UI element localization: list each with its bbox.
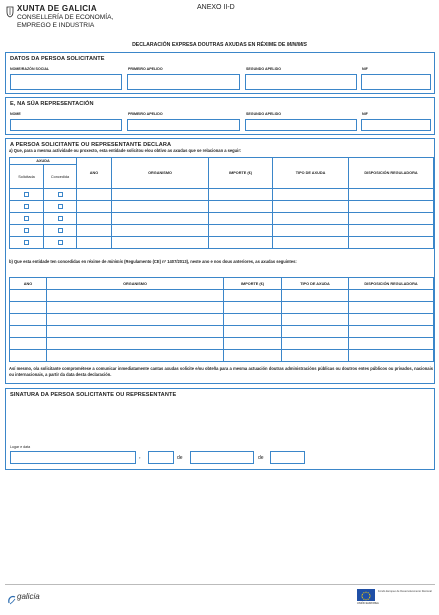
eu-fund-text: Fondo Europeo de Desenvolvemento Rexional xyxy=(378,590,432,593)
col-organismo: ORGANISMO xyxy=(47,278,224,290)
rep-nif-label: NIF xyxy=(362,112,368,116)
table-row[interactable] xyxy=(10,326,434,338)
solicitada-checkbox[interactable] xyxy=(24,228,29,233)
xunta-logo-icon xyxy=(6,5,14,17)
table-row xyxy=(10,225,434,237)
org-name: XUNTA DE GALICIA xyxy=(17,4,97,13)
nif-label: NIF xyxy=(362,67,368,71)
org-department-2: EMPREGO E INDUSTRIA xyxy=(17,22,95,29)
concedida-checkbox[interactable] xyxy=(58,204,63,209)
solicitada-checkbox[interactable] xyxy=(24,204,29,209)
col-ano: ANO xyxy=(77,158,112,189)
comma-separator: , xyxy=(139,454,141,460)
solicitada-checkbox[interactable] xyxy=(24,192,29,197)
nome-razon-label: NOME/RAZÓN SOCIAL xyxy=(10,67,50,71)
lugar-field[interactable] xyxy=(10,451,136,464)
segundo-apelido-label: SEGUNDO APELIDO xyxy=(246,67,282,71)
axudas-minimis-table xyxy=(9,277,434,362)
concedida-checkbox[interactable] xyxy=(58,240,63,245)
col-disposicion: DISPOSICIÓN REGULADORA xyxy=(349,278,434,290)
declara-b-text: b) Que esta entidade ten concedidas en réxime de minimis (Regulamento (CE) nº 1407/2013), neste ano e nos dous anteriores, as axudas seguintes: xyxy=(9,259,297,264)
representacion-title: E, NA SÚA REPRESENTACIÓN xyxy=(10,101,94,107)
rep-segundo-apelido-label: SEGUNDO APELIDO xyxy=(246,112,282,116)
table-row xyxy=(10,213,434,225)
col-tipo-axuda: TIPO DE AXUDA xyxy=(282,278,349,290)
declara-title: A PERSOA SOLICITANTE OU REPRESENTANTE DECLARA xyxy=(10,142,172,148)
rep-primeiro-apelido-field[interactable] xyxy=(127,119,240,131)
lugar-data-label: Lugar e data xyxy=(10,445,31,449)
de-label-2: de xyxy=(258,455,264,461)
axudas-solicitadas-table xyxy=(9,157,434,249)
table-row[interactable] xyxy=(10,314,434,326)
solicitante-title: DATOS DA PERSOA SOLICITANTE xyxy=(10,56,105,62)
ano-field[interactable] xyxy=(270,451,305,464)
nif-field[interactable] xyxy=(361,74,431,90)
solicitada-checkbox[interactable] xyxy=(24,216,29,221)
galicia-logo-icon xyxy=(7,592,17,602)
annex-code: ANEXO II-D xyxy=(197,4,235,11)
primeiro-apelido-field[interactable] xyxy=(127,74,240,90)
eu-label: UNIÓN EUROPEA xyxy=(357,602,379,605)
org-department-1: CONSELLERÍA DE ECONOMÍA, xyxy=(17,14,114,21)
primeiro-apelido-label: PRIMEIRO APELIDO xyxy=(128,67,163,71)
document-title: DECLARACIÓN EXPRESA DOUTRAS AXUDAS EN RÉXIME DE MINIMIS xyxy=(132,42,307,48)
col-importe: IMPORTE (€) xyxy=(209,158,273,189)
col-disposicion: DISPOSICIÓN REGULADORA xyxy=(349,158,434,189)
rep-nome-label: NOME xyxy=(10,112,21,116)
table-row[interactable] xyxy=(10,302,434,314)
table-row[interactable] xyxy=(10,290,434,302)
col-concedida: Concedida xyxy=(44,165,77,189)
col-tipo-axuda: TIPO DE AXUDA xyxy=(273,158,349,189)
solicitada-checkbox[interactable] xyxy=(24,240,29,245)
col-organismo: ORGANISMO xyxy=(112,158,209,189)
table-row xyxy=(10,189,434,201)
declara-a-text: a) Que, para a mesma actividade ou proxecto, esta entidade solicitou e/ou obtivo as axudas que se relacionan a seguir: xyxy=(9,148,242,153)
col-solicitada: Solicitada xyxy=(10,165,44,189)
rep-nome-field[interactable] xyxy=(10,119,122,131)
table-row[interactable] xyxy=(10,350,434,362)
concedida-checkbox[interactable] xyxy=(58,192,63,197)
segundo-apelido-field[interactable] xyxy=(245,74,357,90)
col-importe: IMPORTE (€) xyxy=(224,278,282,290)
table-row xyxy=(10,237,434,249)
table-row xyxy=(10,201,434,213)
eu-flag-icon xyxy=(357,589,375,601)
concedida-checkbox[interactable] xyxy=(58,216,63,221)
axuda-group-header: AXUDA xyxy=(10,158,77,165)
rep-nif-field[interactable] xyxy=(361,119,431,131)
sinatura-title: SINATURA DA PERSOA SOLICITANTE OU REPRESENTANTE xyxy=(10,392,177,398)
mes-field[interactable] xyxy=(190,451,254,464)
nome-razon-field[interactable] xyxy=(10,74,122,90)
col-ano: ANO xyxy=(10,278,47,290)
de-label-1: de xyxy=(177,455,183,461)
galicia-brand: galicia xyxy=(17,592,40,601)
concedida-checkbox[interactable] xyxy=(58,228,63,233)
commitment-text: Así mesmo, o/a solicitante comprométese a comunicar inmediatamente cantas axudas solicite e/ou obteña para a mesma actuación doutras administracións públicas ou doutros entes públicos ou privados, nacionais ou internacionais, a partir da data desta declaración. xyxy=(9,366,433,377)
rep-primeiro-apelido-label: PRIMEIRO APELIDO xyxy=(128,112,163,116)
footer-divider xyxy=(5,584,435,585)
dia-field[interactable] xyxy=(148,451,174,464)
table-row[interactable] xyxy=(10,338,434,350)
rep-segundo-apelido-field[interactable] xyxy=(245,119,357,131)
